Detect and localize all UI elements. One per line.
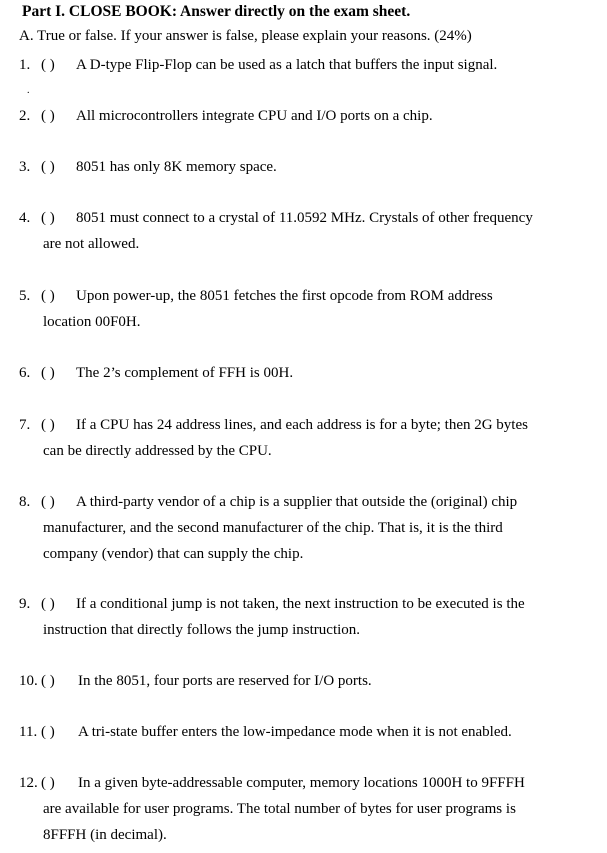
question-text: 8051 has only 8K memory space.	[76, 159, 277, 175]
answer-blank[interactable]: ( )	[41, 673, 55, 689]
question-number: 7.	[19, 417, 31, 433]
question-number: 2.	[19, 108, 31, 124]
question-number: 10.	[19, 673, 38, 689]
question-text: In a given byte-addressable computer, memory locations 1000H to 9FFFH	[78, 775, 525, 791]
section-title: A. True or false. If your answer is false, please explain your reasons. (24%)	[19, 28, 472, 44]
question-text: The 2’s complement of FFH is 00H.	[76, 365, 294, 381]
question-text: If a CPU has 24 address lines, and each address is for a byte; then 2G bytes	[76, 417, 528, 433]
answer-blank[interactable]: ( )	[41, 365, 55, 381]
question-text: are not allowed.	[43, 236, 140, 252]
question-number: 12.	[19, 775, 38, 791]
question-number: 4.	[19, 210, 31, 226]
answer-blank[interactable]: ( )	[41, 417, 55, 433]
question-number: 5.	[19, 288, 31, 304]
answer-blank[interactable]: ( )	[41, 159, 55, 175]
stray-dot: .	[27, 85, 30, 96]
question-text: company (vendor) that can supply the chip.	[43, 546, 304, 562]
question-number: 3.	[19, 159, 31, 175]
question-text: In the 8051, four ports are reserved for I/O ports.	[78, 673, 372, 689]
question-text: If a conditional jump is not taken, the next instruction to be executed is the	[76, 596, 525, 612]
answer-blank[interactable]: ( )	[41, 288, 55, 304]
answer-blank[interactable]: ( )	[41, 494, 55, 510]
question-text: A tri-state buffer enters the low-impedance mode when it is not enabled.	[78, 724, 512, 740]
answer-blank[interactable]: ( )	[41, 210, 55, 226]
question-number: 9.	[19, 596, 31, 612]
question-number: 1.	[19, 57, 31, 73]
question-text: location 00F0H.	[43, 314, 141, 330]
question-text: can be directly addressed by the CPU.	[43, 443, 272, 459]
question-text: are available for user programs. The total number of bytes for user programs is	[43, 801, 516, 817]
part-title: Part I. CLOSE BOOK: Answer directly on the exam sheet.	[22, 3, 411, 20]
question-text: manufacturer, and the second manufacturer of the chip. That is, it is the third	[43, 520, 503, 536]
question-text: instruction that directly follows the jump instruction.	[43, 622, 361, 638]
answer-blank[interactable]: ( )	[41, 57, 55, 73]
question-text: Upon power-up, the 8051 fetches the first opcode from ROM address	[76, 288, 493, 304]
question-number: 6.	[19, 365, 31, 381]
question-number: 11.	[19, 724, 38, 740]
question-text: A third-party vendor of a chip is a supplier that outside the (original) chip	[76, 494, 518, 510]
question-text: 8FFFH (in decimal).	[43, 827, 167, 843]
question-text: All microcontrollers integrate CPU and I/O ports on a chip.	[76, 108, 433, 124]
answer-blank[interactable]: ( )	[41, 775, 55, 791]
question-text: A D-type Flip-Flop can be used as a latch that buffers the input signal.	[76, 57, 498, 73]
answer-blank[interactable]: ( )	[41, 596, 55, 612]
question-text: 8051 must connect to a crystal of 11.0592 MHz. Crystals of other frequency	[76, 210, 533, 226]
question-number: 8.	[19, 494, 31, 510]
answer-blank[interactable]: ( )	[41, 108, 55, 124]
answer-blank[interactable]: ( )	[41, 724, 55, 740]
